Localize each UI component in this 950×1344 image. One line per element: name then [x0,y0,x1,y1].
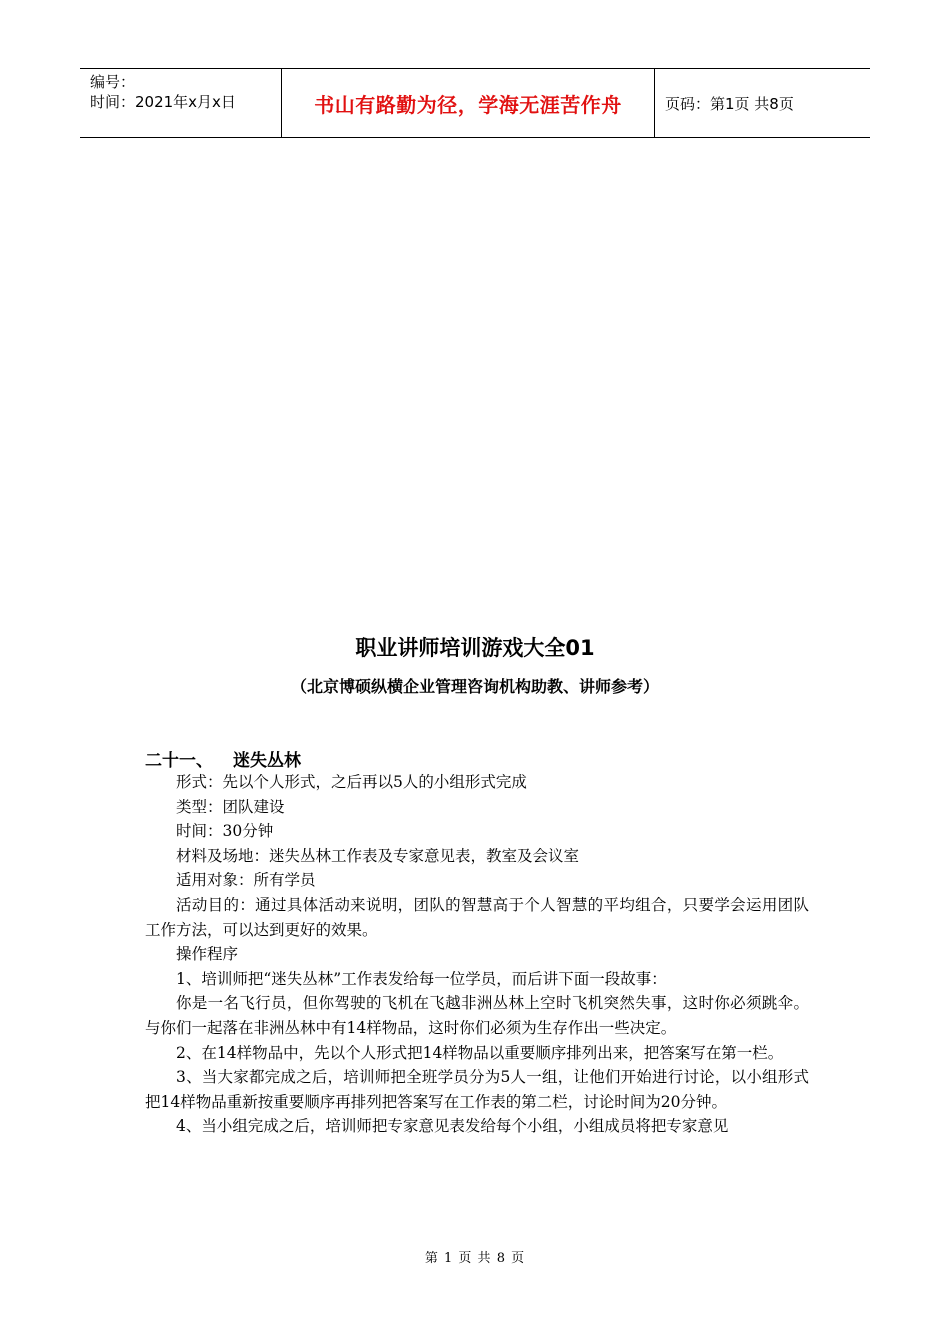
paragraph: 时间：30分钟 [176,822,274,841]
paragraph: 操作程序 [176,945,239,964]
paragraph: 3、当大家都完成之后，培训师把全班学员分为5人一组，让他们开始进行讨论，以小组形式把14样物品重新按重要顺序再排列把答案写在工作表的第二栏，讨论时间为20分钟。 [145,1068,809,1111]
paragraph: 类型：团队建设 [176,797,285,816]
paragraph: 你是一名飞行员，但你驾驶的飞机在飞越非洲丛林上空时飞机突然失事，这时你必须跳伞。与你们一起落在非洲丛林中有14样物品，这时你们必须为生存作出一些决定。 [145,994,809,1037]
paragraph: 1、培训师把“迷失丛林”工作表发给每一位学员，而后讲下面一段故事： [176,969,667,988]
document-body [145,770,809,1139]
paragraph: 材料及场地：迷失丛林工作表及专家意见表，教室及会议室 [176,846,580,865]
header-page-code: 页码：第1页 共8页 [665,94,794,113]
paragraph: 2、在14样物品中，先以个人形式把14样物品以重要顺序排列出来，把答案写在第一栏。 [176,1043,784,1062]
header-motto: 书山有路勤为径，学海无涯苦作舟 [282,69,655,137]
paragraph: 适用对象：所有学员 [176,871,316,890]
section-title: 迷失丛林 [233,751,301,771]
header-table [80,68,870,138]
paragraph: 活动目的：通过具体活动来说明，团队的智慧高于个人智慧的平均组合，只要学会运用团队工作方法，可以达到更好的效果。 [145,895,809,939]
paragraph: 形式：先以个人形式，之后再以5人的小组形式完成 [176,773,527,791]
header-meta-cell [80,69,282,137]
paragraph: 4、当小组完成之后，培训师把专家意见表发给每个小组，小组成员将把专家意见 [176,1117,729,1136]
section-heading [145,746,301,771]
document-title: 职业讲师培训游戏大全01 [355,636,595,660]
number-label: 编号： [90,73,136,91]
section-number: 二十一、 [145,751,213,771]
document-subtitle: （北京博硕纵横企业管理咨询机构助教、讲师参考） [290,677,659,696]
time-label: 时间：2021年x月x日 [90,93,236,111]
page-footer: 第 1 页 共 8 页 [424,1251,526,1266]
